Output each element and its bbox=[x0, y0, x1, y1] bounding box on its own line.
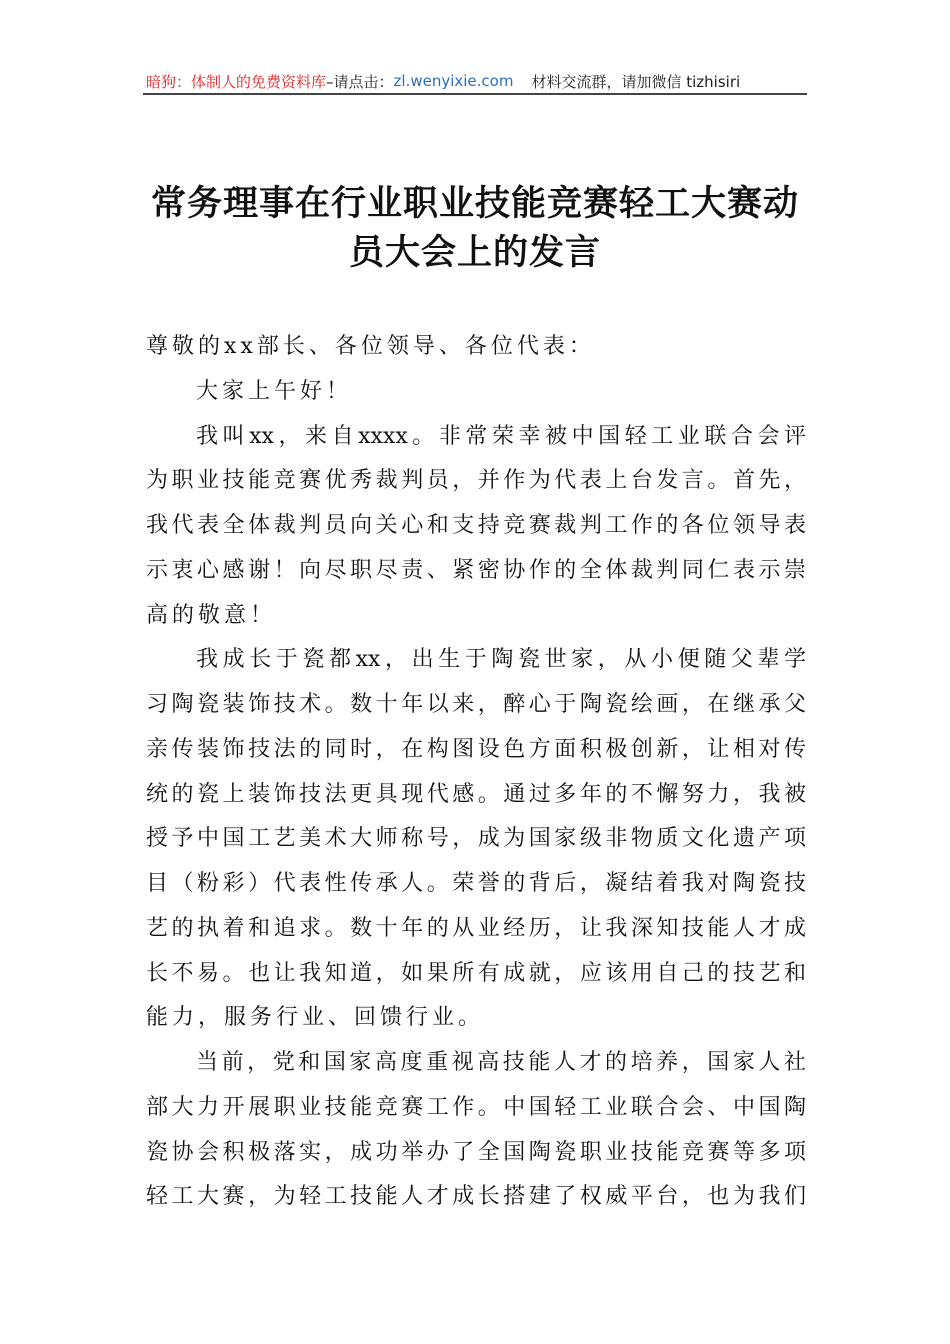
body-text-line: 习陶瓷装饰技术。数十年以来，醉心于陶瓷绘画，在继承父 bbox=[146, 692, 806, 717]
body-text-line: 授予中国工艺美术大师称号，成为国家级非物质文化遗产项 bbox=[146, 826, 806, 852]
body-text-line: 我代表全体裁判员向关心和支持竞赛裁判工作的各位领导表 bbox=[146, 513, 806, 538]
header-click-prompt: –请点击： bbox=[326, 72, 394, 91]
body-text-line: 统的瓷上装饰技法更具现代感。通过多年的不懈努力，我被 bbox=[146, 781, 806, 807]
body-text-line: 长不易。也让我知道，如果所有成就，应该用自己的技艺和 bbox=[146, 960, 806, 986]
body-text-line: 艺的执着和追求。数十年的从业经历，让我深知技能人才成 bbox=[146, 915, 806, 941]
header-divider bbox=[143, 93, 807, 95]
body-text-line: 高的敬意！ bbox=[146, 602, 277, 628]
body-text-line: 能力，服务行业、回馈行业。 bbox=[146, 1005, 485, 1031]
document-title-line-2: 员大会上的发言 bbox=[348, 232, 601, 273]
header-url-link[interactable]: zl.wenyixie.com bbox=[393, 72, 514, 90]
body-text-line: 瓷协会积极落实，成功举办了全国陶瓷职业技能竞赛等多项 bbox=[146, 1139, 806, 1165]
document-title-line-1: 常务理事在行业职业技能竞赛轻工大赛动 bbox=[150, 183, 799, 224]
body-text-line: 亲传装饰技法的同时，在构图设色方面积极创新，让相对传 bbox=[146, 736, 806, 762]
body-text-line: 大家上午好！ bbox=[196, 378, 353, 404]
header-contact: 材料交流群，请加微信 tizhisiri bbox=[531, 72, 741, 91]
body-text-line: 我成长于瓷都xx，出生于陶瓷世家，从小便随父辈学 bbox=[196, 647, 806, 673]
body-text-line: 当前，党和国家高度重视高技能人才的培养，国家人社 bbox=[196, 1050, 806, 1075]
body-text-line: 我叫xx，来自xxxx。非常荣幸被中国轻工业联合会评 bbox=[196, 423, 806, 449]
body-text-line: 为职业技能竞赛优秀裁判员，并作为代表上台发言。首先， bbox=[146, 468, 806, 494]
header-site-name: 暗狗：体制人的免费资料库 bbox=[146, 72, 327, 91]
body-text-line: 示衷心感谢！向尽职尽责、紧密协作的全体裁判同仁表示崇 bbox=[146, 557, 806, 583]
body-text-line: 轻工大赛，为轻工技能人才成长搭建了权威平台，也为我们 bbox=[146, 1184, 806, 1210]
page-header bbox=[146, 70, 806, 92]
body-text-line: 尊敬的xx部长、各位领导、各位代表： bbox=[146, 334, 595, 359]
body-text-line: 部大力开展职业技能竞赛工作。中国轻工业联合会、中国陶 bbox=[146, 1094, 806, 1120]
body-text-line: 目（粉彩）代表性传承人。荣誉的背后，凝结着我对陶瓷技 bbox=[146, 871, 806, 896]
